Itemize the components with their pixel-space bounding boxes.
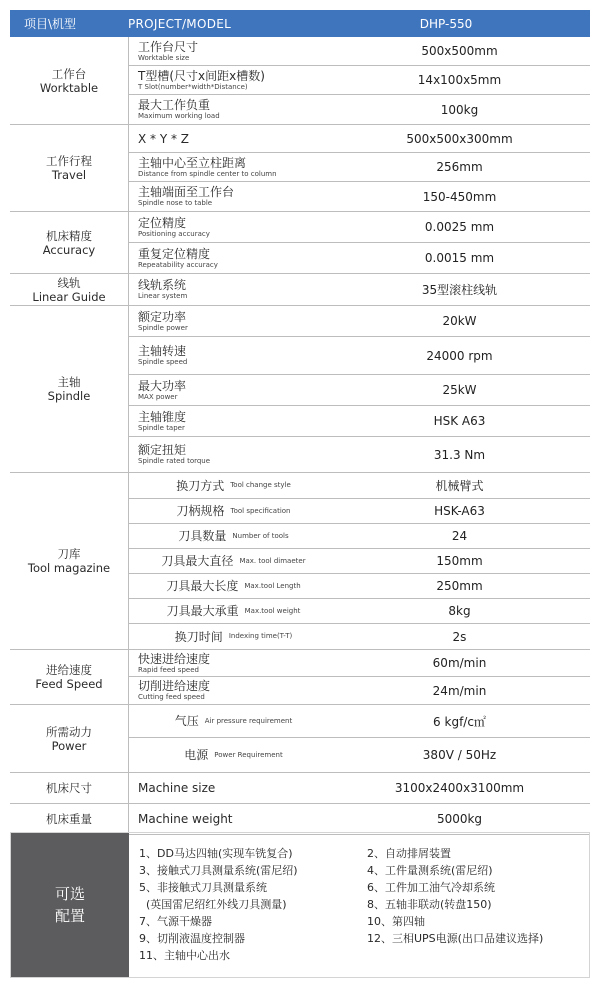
- spec-label-zh: 重复定位精度: [138, 246, 211, 261]
- spec-label: [129, 95, 329, 124]
- spec-value: 24: [451, 529, 468, 543]
- spec-label-en: T Slot(number*width*Distance): [138, 82, 248, 91]
- spec-label-zh: 刀具最大直径: [161, 554, 234, 568]
- header-item-label: 项目\机型: [24, 17, 77, 31]
- spec-row: [129, 599, 590, 624]
- spec-row: [129, 437, 590, 472]
- group-name-en: Tool magazine: [27, 561, 111, 575]
- group-rows: [129, 306, 590, 472]
- spec-value: 20kW: [442, 314, 477, 328]
- group-name-zh: 主轴: [57, 375, 81, 389]
- spec-row: [129, 473, 590, 499]
- spec-group: [10, 125, 590, 212]
- option-item: 7、气源干燥器: [139, 915, 212, 928]
- options-panel: [10, 832, 590, 978]
- spec-label-zh: 电源: [184, 748, 209, 762]
- spec-value: HSK-A63: [434, 504, 485, 518]
- spec-row: [129, 125, 590, 153]
- spec-group: [10, 473, 590, 650]
- spec-row: [129, 153, 590, 182]
- group-rows: [129, 37, 590, 124]
- options-column-left: [139, 845, 367, 977]
- spec-label-en: Tool specification: [230, 506, 291, 515]
- spec-label-en: Indexing time(T-T): [228, 632, 293, 640]
- spec-label-en: Max.tool weight: [244, 606, 301, 615]
- group-name: [10, 705, 129, 772]
- spec-value: 25kW: [442, 383, 477, 397]
- group-name: [10, 650, 129, 704]
- spec-value: 500x500mm: [421, 44, 498, 58]
- spec-label-zh: 最大功率: [138, 378, 187, 393]
- spec-value: 3100x2400x3100mm: [394, 781, 525, 795]
- spec-row: [129, 95, 590, 124]
- spec-row: [129, 337, 590, 375]
- spec-label-zh: 工作台尺寸: [138, 39, 199, 54]
- group-rows: [129, 125, 590, 211]
- group-name-en: Travel: [51, 168, 87, 182]
- spec-value: 0.0025 mm: [424, 220, 495, 234]
- spec-label-en: Max. tool dimaeter: [239, 556, 306, 565]
- spec-row: [129, 650, 590, 677]
- spec-label-en: Linear system: [138, 292, 188, 300]
- spec-value: 5000kg: [436, 812, 483, 826]
- spec-row: [129, 677, 590, 704]
- spec-label: [129, 650, 329, 676]
- spec-label-zh: Machine size: [138, 781, 216, 795]
- spec-value: 256mm: [436, 160, 483, 174]
- spec-value: 0.0015 mm: [424, 251, 495, 265]
- spec-row: [129, 306, 590, 337]
- group-name-zh: 进给速度: [46, 663, 92, 677]
- spec-label-zh: 主轴锥度: [138, 409, 187, 424]
- option-item: 8、五轴非联动(转盘150): [367, 898, 492, 911]
- spec-label-en: Spindle speed: [138, 358, 188, 366]
- spec-row: [129, 773, 590, 803]
- spec-group: [10, 804, 590, 835]
- option-item: 3、接触式刀具测量系统(雷尼绍): [139, 864, 298, 877]
- option-item: 6、工件加工油气冷却系统: [367, 881, 495, 894]
- spec-group: [10, 306, 590, 473]
- spec-label: [129, 599, 329, 623]
- spec-group: [10, 705, 590, 773]
- spec-label-zh: 切削进给速度: [138, 679, 211, 693]
- spec-label: [129, 212, 329, 242]
- spec-row: [129, 243, 590, 273]
- spec-label: [129, 66, 329, 94]
- spec-label: [129, 677, 329, 704]
- spec-row: [129, 66, 590, 95]
- spec-label-zh: 气压: [174, 714, 199, 728]
- spec-label-zh: 换刀时间: [174, 629, 223, 644]
- spec-value: 机械臂式: [435, 479, 484, 493]
- group-name-zh: 线轨: [57, 275, 81, 290]
- spec-label: [129, 274, 329, 305]
- spec-label-en: Power Requirement: [214, 750, 283, 759]
- spec-label-en: Spindle rated torque: [138, 457, 211, 465]
- spec-row: [129, 549, 590, 574]
- spec-label-zh: 定位精度: [138, 215, 187, 230]
- spec-row: [129, 574, 590, 599]
- group-rows: [129, 274, 590, 305]
- spec-label: [129, 243, 329, 273]
- spec-value: 250mm: [436, 579, 483, 593]
- spec-label: [129, 406, 329, 436]
- spec-label: [129, 524, 329, 548]
- spec-group: [10, 37, 590, 125]
- spec-label: [129, 306, 329, 336]
- group-name-en: Worktable: [39, 80, 99, 95]
- spec-row: [129, 705, 590, 738]
- group-name-en: Power: [51, 738, 87, 753]
- group-rows: [129, 705, 590, 772]
- spec-value: 380V / 50Hz: [422, 748, 497, 762]
- options-title: [11, 833, 129, 977]
- spec-label: [129, 705, 329, 737]
- spec-label: [129, 375, 329, 405]
- group-rows: [129, 650, 590, 704]
- spec-value: HSK A63: [433, 414, 486, 428]
- spec-group: [10, 773, 590, 804]
- table-header: [10, 10, 590, 37]
- spec-row: [129, 406, 590, 437]
- group-rows: [129, 773, 590, 803]
- spec-value: 8kg: [448, 604, 471, 618]
- group-name: [10, 804, 129, 834]
- spec-label-en: Distance from spindle center to column: [138, 169, 277, 178]
- spec-label-zh: T型槽(尺寸x间距x槽数): [138, 68, 265, 83]
- spec-table: [10, 37, 590, 835]
- spec-label-zh: 额定功率: [138, 309, 187, 324]
- spec-value: 24000 rpm: [426, 348, 493, 363]
- header-project-label: PROJECT/MODEL: [128, 16, 232, 31]
- group-name: [10, 37, 129, 124]
- group-name-zh: 工作行程: [46, 154, 92, 168]
- spec-label-zh: 换刀方式: [176, 478, 225, 493]
- spec-row: [129, 182, 590, 211]
- group-name-zh: 所需动力: [46, 724, 92, 739]
- spec-label-en: MAX power: [138, 392, 178, 401]
- spec-label-zh: X * Y * Z: [138, 131, 190, 146]
- spec-value: 6 kgf/c㎡: [433, 714, 486, 729]
- spec-label-zh: 刀具数量: [178, 529, 227, 543]
- spec-label-en: Maximum working load: [138, 112, 220, 120]
- spec-label: [129, 125, 329, 152]
- group-name: [10, 773, 129, 803]
- options-list: [129, 833, 589, 977]
- spec-label-zh: 主轴中心至立柱距离: [138, 155, 247, 170]
- spec-label-zh: 快速进给速度: [138, 651, 211, 666]
- spec-label-en: Air pressure requirement: [204, 716, 293, 725]
- spec-label-en: Repeatability accuracy: [138, 260, 218, 269]
- option-item: 2、自动排屑装置: [367, 847, 451, 860]
- option-item: 5、非接触式刀具测量系统: [139, 881, 267, 894]
- spec-value: 150-450mm: [422, 189, 497, 204]
- spec-value: 60m/min: [432, 656, 487, 670]
- option-item: 9、切削液温度控制器: [139, 932, 245, 945]
- spec-row: [129, 375, 590, 406]
- group-rows: [129, 804, 590, 834]
- spec-value: 100kg: [440, 102, 479, 117]
- spec-row: [129, 274, 590, 305]
- spec-row: [129, 499, 590, 524]
- option-item: (英国雷尼绍红外线刀具测量): [139, 898, 287, 911]
- group-name: [10, 306, 129, 472]
- group-rows: [129, 212, 590, 273]
- spec-row: [129, 37, 590, 66]
- spec-label: [129, 738, 329, 772]
- spec-label-en: Number of tools: [232, 531, 289, 540]
- spec-row: [129, 624, 590, 649]
- group-name-en: Linear Guide: [32, 289, 106, 304]
- spec-label-en: Tool change style: [230, 481, 291, 489]
- spec-value: 500x500x300mm: [406, 131, 513, 146]
- spec-label-en: Cutting feed speed: [138, 693, 205, 701]
- option-item: 4、工件量测系统(雷尼绍): [367, 864, 493, 877]
- spec-row: [129, 804, 590, 834]
- spec-label: [129, 337, 329, 374]
- spec-group: [10, 650, 590, 705]
- spec-value: 2s: [452, 629, 467, 644]
- spec-group: [10, 274, 590, 306]
- spec-label-zh: 刀具最大承重: [166, 604, 239, 618]
- group-name-en: Accuracy: [42, 242, 96, 257]
- spec-label-zh: 刀柄规格: [176, 504, 225, 518]
- spec-label: [129, 549, 329, 573]
- spec-label-en: Spindle taper: [138, 423, 185, 432]
- spec-label: [129, 37, 329, 65]
- group-name-zh: 工作台: [51, 66, 87, 81]
- options-title-line1: 可选: [54, 885, 85, 903]
- group-name: [10, 274, 129, 305]
- spec-label: [129, 153, 329, 181]
- spec-label: [129, 773, 329, 803]
- spec-value: 31.3 Nm: [433, 447, 486, 462]
- option-item: 12、三相UPS电源(出口品建议选择): [367, 932, 544, 945]
- group-name-en: Feed Speed: [35, 677, 103, 691]
- spec-label: [129, 624, 329, 649]
- option-item: 1、DD马达四轴(实现车铣复合): [139, 847, 293, 860]
- options-title-line2: 配置: [54, 907, 85, 925]
- spec-label-en: Positioning accuracy: [138, 229, 210, 238]
- group-name-zh: 机床尺寸: [46, 781, 92, 795]
- group-name-zh: 机床重量: [46, 812, 92, 826]
- spec-label-en: Rapid feed speed: [138, 665, 199, 674]
- group-name-zh: 刀库: [57, 547, 81, 561]
- spec-value: 35型滚柱线轨: [421, 283, 498, 297]
- spec-label: [129, 499, 329, 523]
- spec-label-zh: 刀具最大长度: [166, 579, 239, 593]
- spec-label-zh: 主轴转速: [138, 344, 187, 358]
- spec-value: 150mm: [436, 554, 483, 568]
- spec-label-zh: 主轴端面至工作台: [138, 185, 235, 199]
- spec-label-en: Worktable size: [138, 53, 190, 62]
- group-name: [10, 212, 129, 273]
- option-item: 10、第四轴: [367, 915, 425, 928]
- spec-row: [129, 524, 590, 549]
- spec-value: 14x100x5mm: [417, 73, 502, 87]
- group-name: [10, 473, 129, 649]
- spec-group: [10, 212, 590, 274]
- spec-label: [129, 804, 329, 834]
- spec-label: [129, 574, 329, 598]
- spec-label: [129, 473, 329, 498]
- option-item: 11、主轴中心出水: [139, 949, 230, 962]
- spec-label-en: Max.tool Length: [244, 581, 301, 590]
- spec-label-en: Spindle nose to table: [138, 199, 213, 207]
- spec-row: [129, 738, 590, 772]
- group-name-en: Spindle: [47, 389, 91, 403]
- spec-label: [129, 437, 329, 472]
- spec-label-zh: 线轨系统: [138, 278, 187, 292]
- spec-label-zh: 最大工作负重: [138, 98, 211, 112]
- group-name: [10, 125, 129, 211]
- spec-label-zh: Machine weight: [138, 812, 233, 826]
- options-column-right: [367, 845, 543, 977]
- spec-label-zh: 额定扭矩: [138, 443, 187, 457]
- spec-value: 24m/min: [432, 683, 487, 698]
- group-name-zh: 机床精度: [46, 228, 92, 243]
- header-model: DHP-550: [419, 16, 473, 31]
- spec-row: [129, 212, 590, 243]
- spec-label: [129, 182, 329, 211]
- group-rows: [129, 473, 590, 649]
- spec-label-en: Spindle power: [138, 323, 188, 332]
